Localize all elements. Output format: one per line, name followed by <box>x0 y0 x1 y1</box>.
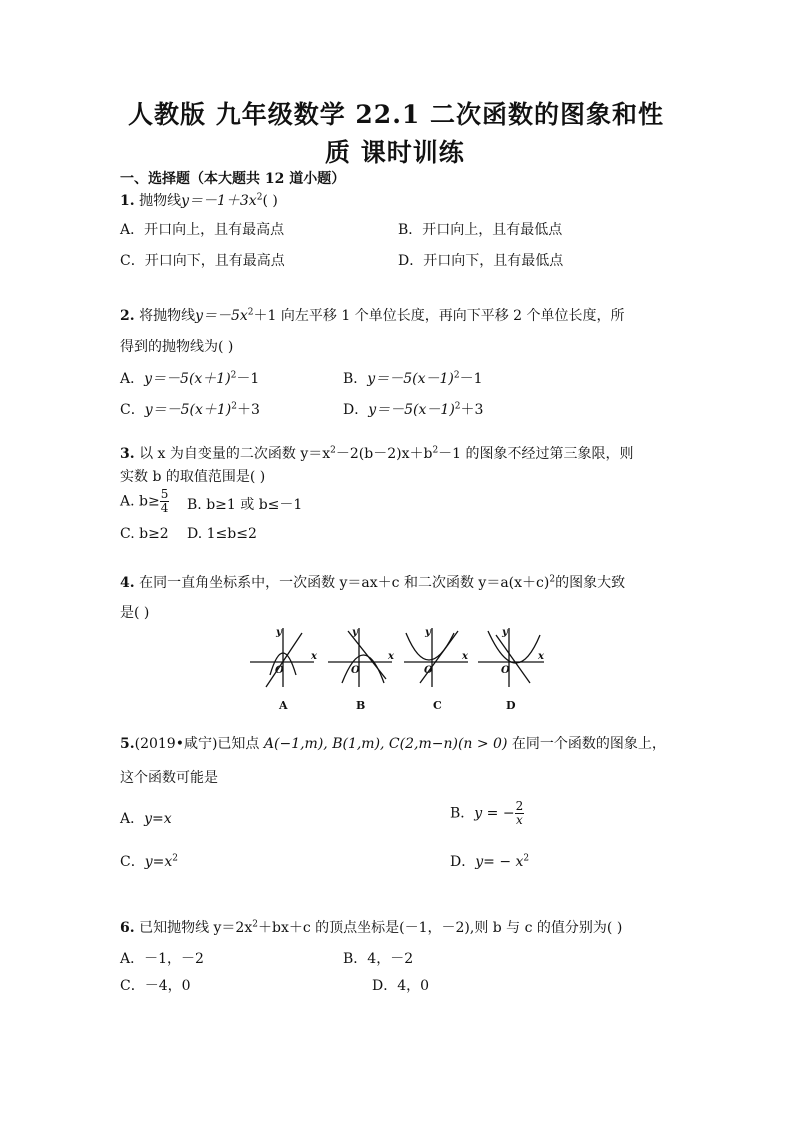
question-text: －1 的图象不经过第三象限，则 <box>438 446 634 462</box>
question-number: 2. <box>120 308 135 324</box>
math-expression: y＝－5x <box>195 308 248 324</box>
graph-label-d: D <box>506 699 516 712</box>
question-4-stem-line1 <box>120 572 625 592</box>
axis-x-label: x <box>462 651 468 662</box>
math-expression: －1 <box>459 371 483 387</box>
math-expression: ＋3 <box>237 402 260 418</box>
q6-option-d[interactable]: D．4，0 <box>372 978 430 994</box>
graph-c[interactable] <box>404 628 468 687</box>
section-heading: 一、选择题（本大题共 12 道小题） <box>120 171 346 187</box>
exponent: 2 <box>252 919 258 930</box>
question-text: ＋1 向左平移 1 个单位长度，再向下平移 2 个单位长度，所 <box>253 308 625 324</box>
question-text: 抛物线 <box>139 193 182 209</box>
question-number: 3. <box>120 446 135 462</box>
q1-option-b[interactable]: B．开口向上，且有最低点 <box>398 222 563 238</box>
question-text: 以 x 为自变量的二次函数 y＝x <box>139 446 331 462</box>
question-2-stem-line1 <box>120 305 625 325</box>
fraction-denominator: x <box>516 813 523 827</box>
option-letter: D． <box>343 402 369 418</box>
q3-option-d[interactable]: D. 1≤b≤2 <box>187 526 257 542</box>
exponent: 2 <box>549 574 556 585</box>
q3-option-c[interactable]: C. b≥2 <box>120 526 169 542</box>
q5-option-b[interactable] <box>450 800 524 827</box>
question-5-stem-line2: 这个函数可能是 <box>120 770 218 786</box>
math-expression: y=x <box>144 811 172 827</box>
exponent: 2 <box>172 853 178 864</box>
graph-label-b: B <box>356 699 366 712</box>
math-expression: A(−1,m), B(1,m), C(2,m−n)(n > 0) <box>263 736 508 752</box>
axis-y-label: y <box>276 627 282 638</box>
exponent: 2 <box>247 307 254 318</box>
q2-option-d[interactable] <box>343 399 483 419</box>
question-text: (2019•咸宁)已知点 <box>134 736 264 752</box>
fraction <box>515 800 525 827</box>
option-letter: A． <box>120 371 145 387</box>
axis-x-label: x <box>388 651 394 662</box>
question-text: 的图象大致 <box>555 575 626 591</box>
question-3-stem-line1 <box>120 443 634 463</box>
exponent: 2 <box>432 445 439 456</box>
origin-label: O <box>275 665 284 676</box>
fraction-denominator: 4 <box>160 501 169 515</box>
exponent: 2 <box>330 445 336 456</box>
origin-label: O <box>501 665 510 676</box>
option-letter: C． <box>120 402 145 418</box>
exponent: 2 <box>523 853 530 864</box>
option-letter: B． <box>343 371 368 387</box>
fraction <box>160 488 170 515</box>
math-expression: y = − <box>474 805 515 822</box>
q2-option-a[interactable] <box>120 368 259 388</box>
math-expression: －1 <box>236 371 260 387</box>
question-text: 已知抛物线 y＝2x <box>139 920 253 936</box>
question-3-stem-line2: 实数 b 的取值范围是( ) <box>120 469 266 485</box>
fraction-numerator: 2 <box>515 799 524 813</box>
question-number: 1. <box>120 193 135 209</box>
page-title-line2: 质 课时训练 <box>325 138 465 167</box>
question-number: 5. <box>120 736 135 752</box>
graph-b[interactable] <box>328 628 392 687</box>
math-expression: y＝－5(x＋1) <box>144 402 232 418</box>
axis-y-label: y <box>352 627 358 638</box>
math-expression: ＋3 <box>460 402 484 418</box>
graph-label-a: A <box>279 699 288 712</box>
exponent: 2 <box>231 401 237 412</box>
graph-label-c: C <box>433 699 442 712</box>
q5-option-a[interactable] <box>120 808 172 828</box>
q1-option-a[interactable]: A．开口向上，且有最高点 <box>120 222 285 238</box>
origin-label: O <box>424 665 433 676</box>
question-number: 6. <box>120 920 135 936</box>
question-5-stem-line1 <box>120 733 666 753</box>
option-letter: A． <box>120 811 145 827</box>
math-expression: y= − x <box>475 854 524 870</box>
question-2-stem-line2: 得到的抛物线为( ) <box>120 339 234 355</box>
exponent: 2 <box>454 401 461 412</box>
axis-x-label: x <box>538 651 544 662</box>
question-text: 将抛物线 <box>139 308 196 324</box>
exponent: 2 <box>256 192 263 203</box>
q4-graphs-figure <box>248 625 550 715</box>
exponent: 2 <box>453 370 460 381</box>
q2-option-b[interactable] <box>343 368 483 388</box>
question-text: 在同一直角坐标系中，一次函数 y＝ax＋c 和二次函数 y＝a(x＋c) <box>139 575 550 591</box>
origin-label: O <box>351 665 360 676</box>
option-text: A. b≥ <box>120 493 160 510</box>
math-expression: y＝－1＋3x <box>181 193 257 209</box>
q5-option-d[interactable] <box>450 851 529 871</box>
math-expression: y＝－5(x－1) <box>367 371 454 387</box>
question-1-stem <box>120 190 278 210</box>
axis-y-label: y <box>502 627 508 638</box>
q1-option-d[interactable]: D．开口向下，且有最低点 <box>398 253 564 269</box>
axis-y-label: y <box>425 627 431 638</box>
fraction-numerator: 5 <box>160 487 169 501</box>
q3-option-a[interactable] <box>120 488 169 515</box>
question-6-stem <box>120 917 622 937</box>
math-expression: y＝－5(x－1) <box>368 402 455 418</box>
q6-option-c[interactable]: C．－4，0 <box>120 978 191 994</box>
exponent: 2 <box>230 370 237 381</box>
math-expression: y＝－5(x＋1) <box>144 371 231 387</box>
graph-a[interactable] <box>250 628 314 687</box>
axis-x-label: x <box>311 651 317 662</box>
q6-option-a[interactable]: A．－1，－2 <box>120 951 204 967</box>
math-expression: y=x <box>144 854 173 870</box>
option-letter: C． <box>120 854 145 870</box>
question-text: ＋bx＋c 的顶点坐标是(－1，－2),则 b 与 c 的值分别为( ) <box>257 920 623 936</box>
answer-blank: ( ) <box>262 193 278 209</box>
q3-option-b[interactable]: B. b≥1 或 b≤－1 <box>187 497 303 513</box>
question-text: －2(b－2)x＋b <box>335 446 433 462</box>
question-4-stem-line2: 是( ) <box>120 605 150 621</box>
q6-option-b[interactable]: B．4，－2 <box>343 951 414 967</box>
page-title-line1: 人教版 九年级数学 22.1 二次函数的图象和性 <box>128 100 665 129</box>
q1-option-c[interactable]: C．开口向下，且有最高点 <box>120 253 285 269</box>
question-number: 4. <box>120 575 135 591</box>
question-text: 在同一个函数的图象上， <box>507 736 666 752</box>
option-letter: B． <box>450 805 475 822</box>
option-letter: D． <box>450 854 476 870</box>
q5-option-c[interactable] <box>120 851 178 871</box>
graph-d[interactable] <box>478 628 544 687</box>
q2-option-c[interactable] <box>120 399 260 419</box>
